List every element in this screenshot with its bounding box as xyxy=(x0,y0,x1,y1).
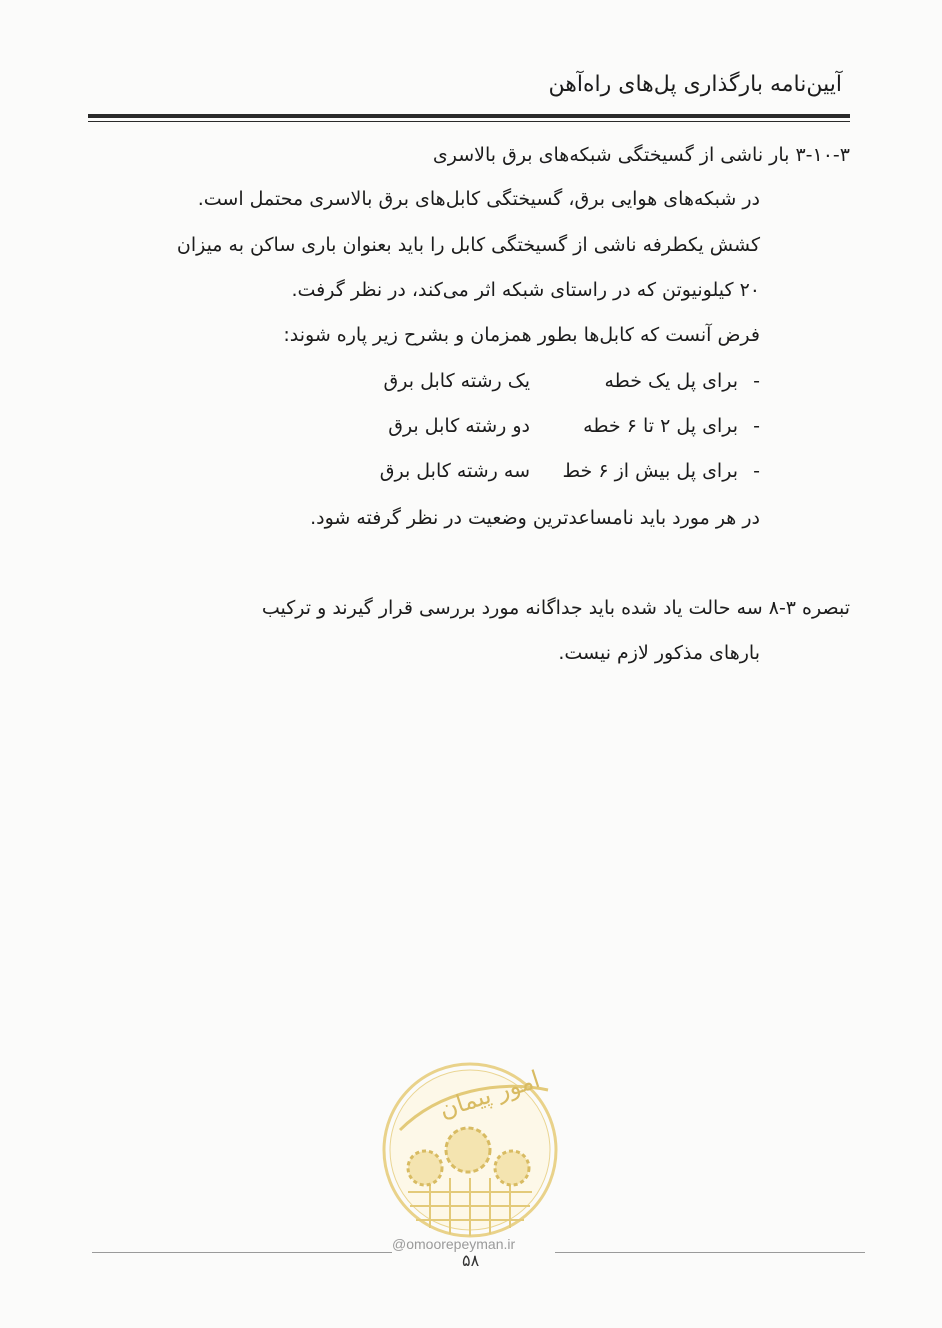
page-number: ۵۸ xyxy=(462,1251,480,1270)
omoore-peyman-logo xyxy=(380,1050,560,1240)
note-line-2: بارهای مذکور لازم نیست. xyxy=(558,642,760,664)
list-item-description: برای پل یک خطه xyxy=(604,370,738,392)
footer-rule-right xyxy=(555,1252,865,1253)
list-item xyxy=(384,366,760,396)
section-heading: ۳-۱۰-۳ بار ناشی از گسیختگی شبکه‌های برق بالاسری xyxy=(432,144,850,166)
list-item xyxy=(388,411,760,441)
list-dash: - xyxy=(753,460,760,482)
footer-rule-left xyxy=(92,1252,392,1253)
paragraph-line-2: کشش یکطرفه ناشی از گسیختگی کابل را باید بعنوان باری ساکن به میزان xyxy=(176,234,760,256)
list-item-value: دو رشته کابل برق xyxy=(388,415,530,437)
list-item-description: برای پل ۲ تا ۶ خطه xyxy=(583,415,738,437)
list-item-description: برای پل بیش از ۶ خط xyxy=(562,460,738,482)
note-line-1: تبصره ۳-۸ سه حالت یاد شده باید جداگانه مورد بررسی قرار گیرند و ترکیب xyxy=(261,597,850,619)
paragraph-line-1: در شبکه‌های هوایی برق، گسیختگی کابل‌های برق بالاسری محتمل است. xyxy=(197,188,760,210)
assumption-line: فرض آنست که کابل‌ها بطور همزمان و بشرح زیر پاره شوند: xyxy=(283,324,760,346)
list-item xyxy=(380,456,760,486)
header-title: آیین‌نامه بارگذاری پل‌های راه‌آهن xyxy=(548,72,842,97)
paragraph-line-3: ۲۰ کیلونیوتن که در راستای شبکه اثر می‌کند، در نظر گرفت. xyxy=(291,279,760,301)
list-dash: - xyxy=(753,370,760,392)
header-rule-thin xyxy=(88,121,850,122)
header-rule-thick xyxy=(88,114,850,118)
footer-watermark: @omoorepeyman.ir xyxy=(392,1236,516,1252)
list-item-value: یک رشته کابل برق xyxy=(383,370,530,392)
closing-line: در هر مورد باید نامساعدترین وضعیت در نظر گرفته شود. xyxy=(310,507,760,529)
logo-script-text: امور پیمان xyxy=(435,1065,544,1124)
list-item-value: سه رشته کابل برق xyxy=(379,460,530,482)
list-dash: - xyxy=(753,415,760,437)
